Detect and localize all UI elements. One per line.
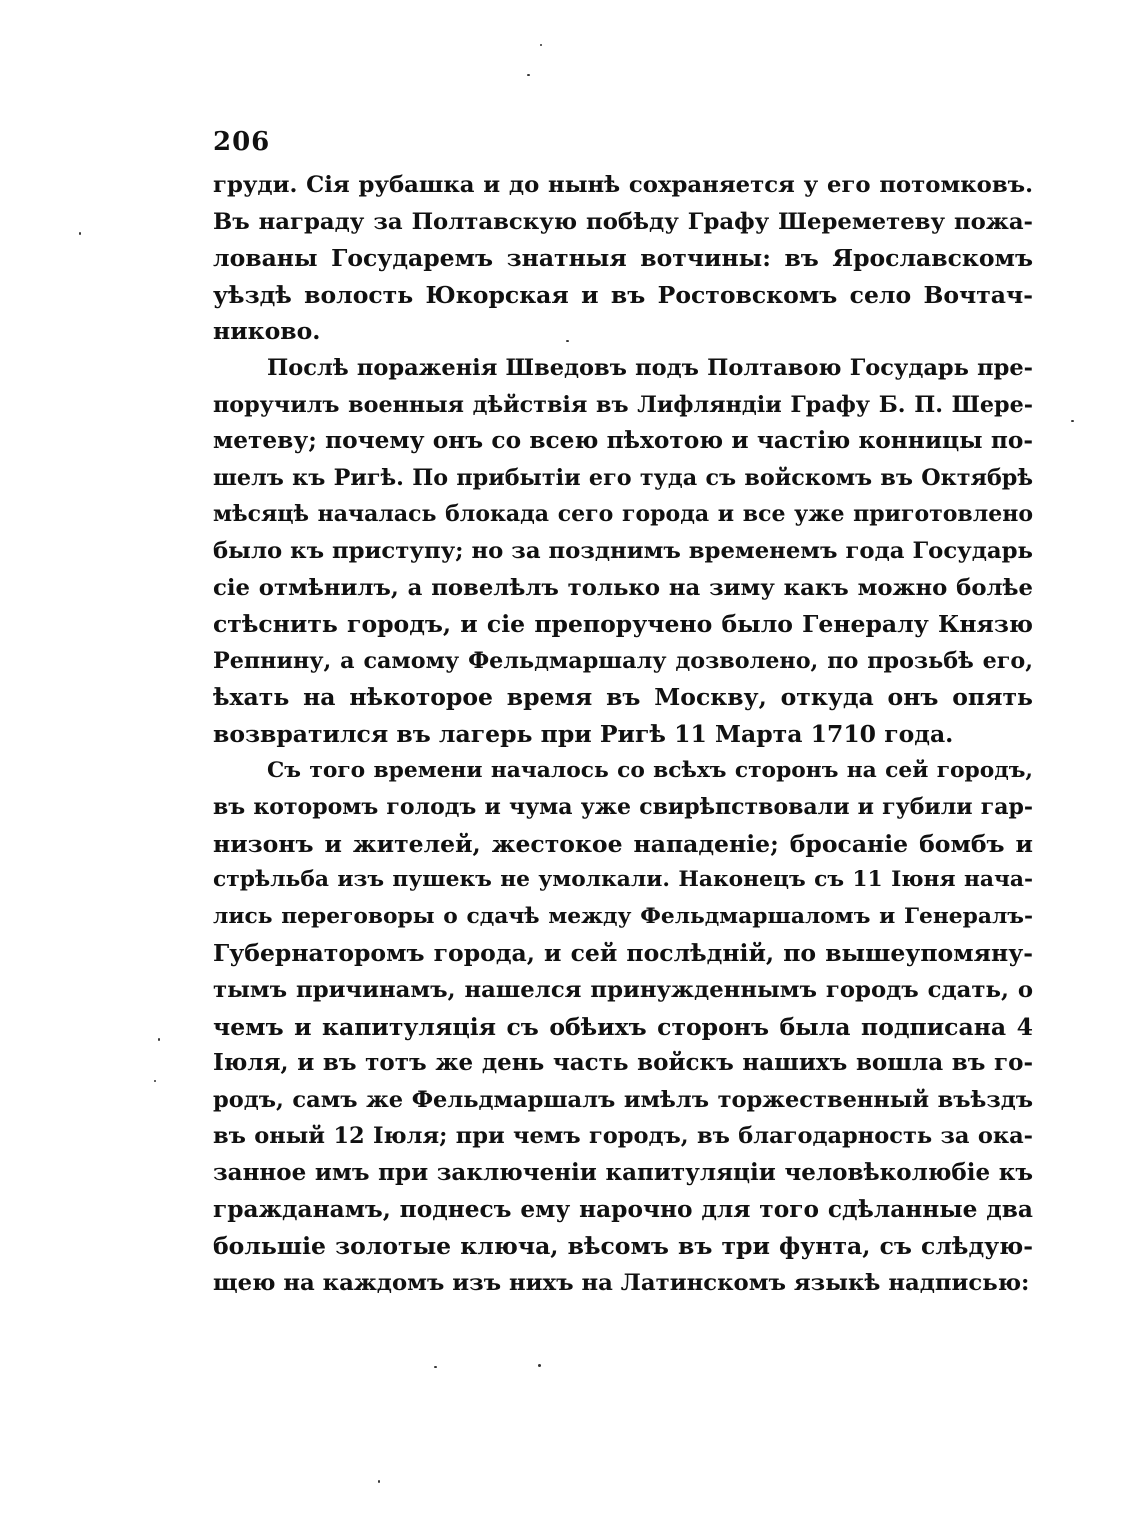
text-line: щею на каждомъ изъ нихъ на Латинскомъ языкѣ надписью: bbox=[213, 1269, 1030, 1296]
text-line: въ оный 12 Іюля; при чемъ городъ, въ благодарность за ока- bbox=[213, 1123, 1033, 1150]
text-line: мѣсяцѣ началась блокада сего города и все уже приготовлено bbox=[213, 501, 1033, 528]
text-line: стѣснить городъ, и сіе препоручено было Генералу Князю bbox=[213, 610, 1033, 639]
text-line: Іюля, и въ тотъ же день часть войскъ нашихъ вошла въ го- bbox=[213, 1049, 1033, 1077]
text-line: сіе отмѣнилъ, а повелѣлъ только на зиму какъ можно болѣе bbox=[213, 574, 1033, 601]
text-line: лованы Государемъ знатныя вотчины: въ Ярославскомъ bbox=[213, 244, 1033, 273]
text-line: возвратился въ лагерь при Ригѣ 11 Марта 1710 года. bbox=[213, 719, 954, 748]
text-line: стрѣльба изъ пушекъ не умолкали. Наконецъ съ 11 Іюня нача- bbox=[213, 867, 1033, 893]
text-line: тымъ причинамъ, нашелся принужденнымъ городъ сдать, о bbox=[213, 977, 1033, 1004]
text-line: занное имъ при заключеніи капитуляціи человѣколюбіе къ bbox=[213, 1159, 1033, 1187]
text-line: низонъ и жителей, жестокое нападеніе; бросаніе бомбъ и bbox=[213, 829, 1033, 858]
text-line: гражданамъ, поднесъ ему нарочно для того сдѣланные два bbox=[213, 1195, 1033, 1223]
text-line: поручилъ военныя дѣйствія въ Лифляндіи Графу Б. П. Шере- bbox=[213, 391, 1033, 418]
text-line: уѣздѣ волость Юкорская и въ Ростовскомъ село Вочтач- bbox=[213, 280, 1033, 309]
page-number: 206 bbox=[213, 127, 271, 157]
text-line: Въ награду за Полтавскую побѣду Графу Шереметеву пожа- bbox=[213, 208, 1033, 235]
text-line: никово. bbox=[213, 317, 321, 346]
text-line: Послѣ пораженія Шведовъ подъ Полтавою Государь пре- bbox=[267, 354, 1033, 381]
text-line: метеву; почему онъ со всею пѣхотою и частію конницы по- bbox=[213, 427, 1033, 455]
text-line: родъ, самъ же Фельдмаршалъ имѣлъ торжественный въѣздъ bbox=[213, 1086, 1033, 1113]
text-line: Губернаторомъ города, и сей послѣдній, по вышеупомяну- bbox=[213, 939, 1033, 968]
text-line: въ которомъ голодъ и чума уже свирѣпствовали и губили гар- bbox=[213, 794, 1033, 821]
text-line: шелъ къ Ригѣ. По прибытіи его туда съ войскомъ въ Октябрѣ bbox=[213, 464, 1033, 491]
paragraph bbox=[213, 350, 1033, 753]
text-line: Съ того времени началось со всѣхъ сторонъ на сей городъ, bbox=[267, 757, 1033, 783]
text-line: было къ приступу; но за позднимъ временемъ года Государь bbox=[213, 537, 1033, 564]
text-line: Репнину, а самому Фельдмаршалу дозволено, по прозьбѣ его, bbox=[213, 647, 1033, 674]
text-line: груди. Сія рубашка и до нынѣ сохраняется у его потомковъ. bbox=[213, 172, 1033, 198]
text-line: чемъ и капитуляція съ обѣихъ сторонъ была подписана 4 bbox=[213, 1012, 1033, 1041]
text-line: ѣхать на нѣкоторое время въ Москву, откуда онъ опять bbox=[213, 683, 1033, 712]
paragraph bbox=[213, 753, 1033, 1302]
paragraph bbox=[213, 167, 1033, 350]
text-line: лись переговоры о сдачѣ между Фельдмаршаломъ и Генералъ- bbox=[213, 903, 1033, 929]
body-text bbox=[213, 167, 1033, 1301]
text-line: большіе золотые ключа, вѣсомъ въ три фунта, съ слѣдую- bbox=[213, 1232, 1033, 1261]
